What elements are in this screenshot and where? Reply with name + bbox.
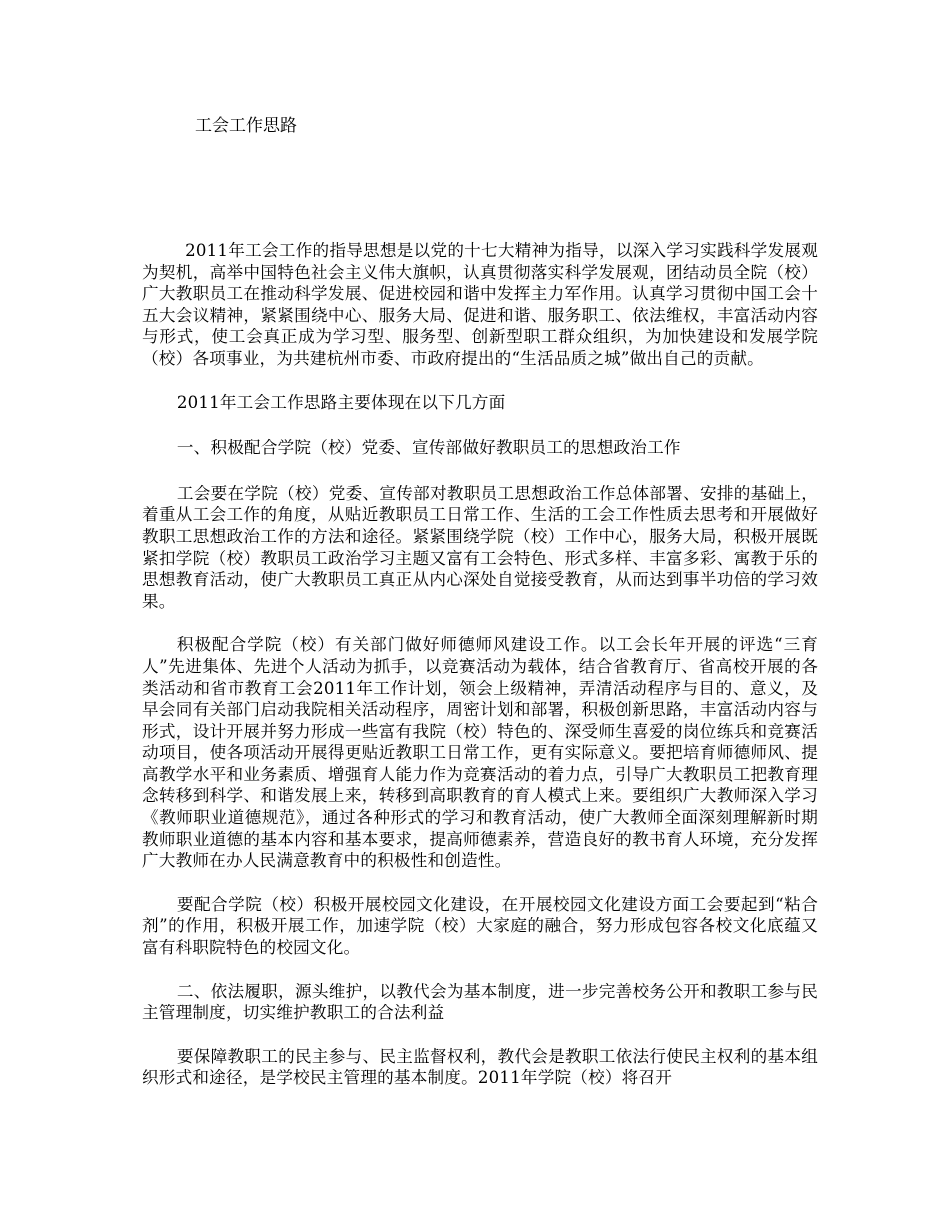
paragraph-political-work: 工会要在学院（校）党委、宣传部对教职员工思想政治工作总体部署、安排的基础上，着重从工会工作的角度，从贴近教职员工日常工作、生活的工会工作性质去思考和开展做好教职工思想政治工作的方法和途径。紧紧围绕学院（校）工作中心，服务大局，积极开展既紧扣学院（校）教职员工政治学习主题又富有工会特色、形式多样、丰富多彩、寓教于乐的思想教育活动，使广大教职员工真正从内心深处自觉接受教育，从而达到事半功倍的学习效果。 [142,483,818,611]
section-heading-2: 二、依法履职，源头维护，以教代会为基本制度，进一步完善校务公开和教职工参与民主管理制度，切实维护教职工的合法利益 [142,981,818,1023]
section-heading-1: 一、积极配合学院（校）党委、宣传部做好教职员工的思想政治工作 [176,438,681,458]
paragraph-campus-culture: 要配合学院（校）积极开展校园文化建设，在开展校园文化建设方面工会要起到“粘合剂”的作用，积极开展工作，加速学院（校）大家庭的融合，努力形成包容各校文化底蕴又富有科职院特色的校园文化。 [142,894,818,958]
document-title: 工会工作思路 [195,116,297,136]
paragraph-overview: 2011年工会工作思路主要体现在以下几方面 [176,392,506,412]
document-body [142,240,818,1111]
paragraph-teacher-ethics: 积极配合学院（校）有关部门做好师德师风建设工作。以工会长年开展的评选“三育人”先进集体、先进个人活动为抓手，以竞赛活动为载体，结合省教育厅、省高校开展的各类活动和省市教育工会2011年工作计划，领会上级精神，弄清活动程序与目的、意义，及早会同有关部门启动我院相关活动程序，周密计划和部署，积极创新思路，丰富活动内容与形式，设计开展并努力形成一些富有我院（校）特色的、深受师生喜爱的岗位练兵和竞赛活动项目，使各项活动开展得更贴近教职工日常工作，更有实际意义。要把培育师德师风、提高教学水平和业务素质、增强育人能力作为竞赛活动的着力点，引导广大教职员工把教育理念转移到科学、和谐发展上来，转移到高职教育的育人模式上来。要组织广大教师深入学习《教师职业道德规范》，通过各种形式的学习和教育活动，使广大教师全面深刻理解新时期教师职业道德的基本内容和基本要求，提高师德素养，营造良好的教书育人环境，充分发挥广大教师在办人民满意教育中的积极性和创造性。 [142,635,818,871]
paragraph-guiding-thought: 2011年工会工作的指导思想是以党的十七大精神为指导，以深入学习实践科学发展观为契机，高举中国特色社会主义伟大旗帜，认真贯彻落实科学发展观，团结动员全院（校）广大教职员工在推动科学发展、促进校园和谐中发挥主力军作用。认真学习贯彻中国工会十五大会议精神，紧紧围绕中心、服务大局、促进和谐、服务职工、依法维权，丰富活动内容与形式，使工会真正成为学习型、服务型、创新型职工群众组织，为加快建设和发展学院（校）各项事业，为共建杭州市委、市政府提出的“生活品质之城”做出自己的贡献。 [142,241,818,368]
paragraph-democratic-management: 要保障教职工的民主参与、民主监督权利，教代会是教职工依法行使民主权利的基本组织形式和途径，是学校民主管理的基本制度。2011年学院（校）将召开 [142,1046,818,1088]
